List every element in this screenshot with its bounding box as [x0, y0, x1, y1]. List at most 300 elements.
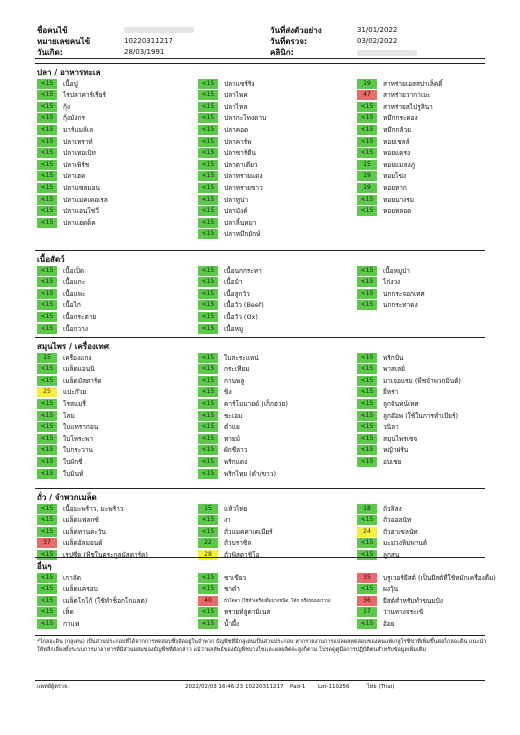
result-row [198, 78, 255, 89]
result-value-badge: <15 [357, 102, 377, 112]
section-divider [35, 488, 485, 489]
allergen-name: ถั่วแมคคาเดเมียร์ [224, 527, 273, 536]
allergen-name: หอยโข่ง [383, 172, 407, 181]
result-row [198, 456, 247, 467]
result-row [198, 300, 264, 311]
result-value-badge: <15 [198, 584, 218, 594]
result-value-badge: <15 [198, 573, 218, 583]
section-title: อื่นๆ [37, 562, 52, 571]
result-row [37, 515, 99, 526]
allergen-name: งา [224, 516, 231, 525]
result-row [37, 78, 78, 89]
result-row [198, 277, 243, 288]
footer-lot: Lot-110256 [318, 684, 350, 690]
result-row [37, 618, 79, 629]
redacted-clinic [357, 50, 417, 56]
result-row [357, 182, 407, 193]
allergen-name: กาแฟ [63, 619, 80, 628]
result-row [37, 572, 81, 583]
allergen-name: เมล็ดมัสตาร์ด [63, 376, 102, 385]
allergen-name: ยีสต์สำหรับทำขนมปัง [383, 596, 443, 605]
result-value-badge: 22 [198, 538, 218, 548]
allergen-name: ถั่วลิสง [383, 504, 402, 513]
result-value-badge: <15 [198, 324, 218, 334]
result-value-badge: 37 [37, 538, 57, 548]
result-row [357, 607, 423, 618]
result-value-badge: <15 [357, 434, 377, 444]
result-row [357, 618, 395, 629]
section-title: ปลา / อาหารทะเล [37, 68, 101, 77]
allergen-name: ปลาลิ้นหมา [224, 218, 257, 227]
result-value-badge: <15 [198, 229, 218, 239]
result-row [198, 90, 248, 101]
allergen-name: ใบสะระแหน่ [224, 353, 259, 362]
result-value-badge: <15 [37, 160, 57, 170]
result-row [37, 595, 147, 606]
result-row [37, 311, 96, 322]
result-value-badge: <15 [37, 504, 57, 514]
result-row [357, 410, 458, 421]
result-value-badge: <15 [198, 113, 218, 123]
result-row [198, 229, 260, 240]
allergen-name: ชะเอม [224, 411, 243, 420]
result-row [198, 171, 263, 182]
result-row [357, 171, 406, 182]
result-value-badge: <15 [37, 218, 57, 228]
allergen-name: ถั่วพิสตาชิโอ [224, 550, 260, 559]
result-row [357, 538, 427, 549]
allergen-name: ใบมินท์ [63, 469, 84, 478]
result-row [198, 352, 259, 363]
result-row [37, 607, 74, 618]
result-row [198, 584, 240, 595]
result-value-badge: <15 [37, 584, 57, 594]
result-row [198, 136, 252, 147]
result-value-badge: <15 [198, 218, 218, 228]
result-row [198, 410, 242, 421]
allergen-name: โสม [63, 411, 75, 420]
result-value-badge: <15 [198, 137, 218, 147]
result-row [198, 515, 231, 526]
allergen-name: นกกระทาดง [383, 301, 418, 310]
divider [35, 58, 485, 59]
result-row [357, 194, 414, 205]
result-value-badge: <15 [37, 312, 57, 322]
allergen-name: พริกไทย (ดำ/ขาว) [224, 469, 277, 478]
result-value-badge: <15 [357, 422, 377, 432]
allergen-name: ปลาแฮดด็ค [63, 218, 96, 227]
result-value-badge: <15 [37, 125, 57, 135]
footer-id: 10220311217 [245, 684, 284, 690]
doctor-label: แพทย์ผู้ตรวจ: [37, 684, 69, 690]
result-row [37, 398, 86, 409]
allergen-name: เนื้อหมูป่า [383, 266, 410, 275]
result-value-badge: 40 [198, 596, 218, 606]
result-row [37, 584, 98, 595]
result-row [198, 549, 260, 560]
result-value-badge: <15 [37, 422, 57, 432]
section-title: เนื้อสัตว์ [37, 255, 65, 264]
allergen-name: เมล็ดแอนนิ [63, 365, 95, 374]
allergen-name: กานพลู [224, 376, 245, 385]
result-row [198, 387, 232, 398]
allergen-name: ลูกอ๊อพ (ใช้ในการทำเบียร์) [383, 411, 459, 420]
result-value-badge: <15 [37, 411, 57, 421]
result-row [37, 182, 100, 193]
result-value-badge: <15 [37, 399, 57, 409]
allergen-name: ปลาซาร์ดีน [224, 149, 256, 158]
allergen-name: ขิง [224, 388, 232, 397]
allergen-name: พริกปั่น [383, 353, 404, 362]
allergen-name: หมึกกล้วย [383, 125, 411, 134]
allergen-name: นกกระจอกเทศ [383, 289, 425, 298]
result-row [357, 78, 442, 89]
result-row [198, 206, 248, 217]
result-value-badge: <15 [198, 376, 218, 386]
result-row [37, 101, 70, 112]
result-value-badge: <15 [357, 550, 377, 560]
hn-label: หมายเลขคนไข้ [37, 37, 91, 46]
result-value-badge: <15 [357, 399, 377, 409]
allergen-name: เมล็ดแครอบ [63, 585, 98, 594]
result-value-badge: <15 [198, 422, 218, 432]
result-value-badge: <15 [37, 573, 57, 583]
result-value-badge: <15 [198, 353, 218, 363]
result-row [357, 352, 403, 363]
result-row [37, 526, 106, 537]
result-value-badge: <15 [198, 102, 218, 112]
result-row [357, 398, 419, 409]
allergen-name: เนื้อวัว (Beef) [224, 301, 264, 310]
footer-pad: Pad-1 [290, 684, 306, 690]
result-row [37, 113, 85, 124]
result-value-badge: <15 [357, 289, 377, 299]
result-value-badge: <15 [198, 619, 218, 629]
result-value-badge: <15 [357, 387, 377, 397]
result-row [37, 148, 96, 159]
result-row [37, 206, 99, 217]
test-value: 03/02/2022 [357, 37, 398, 45]
result-row [198, 445, 247, 456]
result-value-badge: 19 [357, 183, 377, 193]
result-value-badge: <15 [198, 206, 218, 216]
result-row [37, 422, 98, 433]
allergen-name: ปลาไหล [224, 102, 248, 111]
allergen-name: ผักชีลาว [224, 446, 248, 455]
allergen-name: สาหร่ายเอสสปาเล็คติ์ [383, 79, 443, 88]
allergen-name: มาเจอแรม (พืชจำพวกมินต์) [383, 376, 461, 385]
result-value-badge: <15 [198, 300, 218, 310]
result-value-badge: <15 [357, 277, 377, 287]
result-row [37, 159, 89, 170]
result-row [357, 277, 400, 288]
result-value-badge: <15 [198, 266, 218, 276]
allergen-name: เมล็ดโกโก้ (ใช้ทำช็อกโกแลต) [63, 596, 148, 605]
result-value-badge: <15 [37, 515, 57, 525]
result-value-badge: 17 [357, 607, 377, 617]
allergen-name: มะม่วงหิมพานต์ [383, 539, 428, 548]
result-value-badge: <15 [198, 411, 218, 421]
result-value-badge: <15 [357, 300, 377, 310]
result-row [357, 265, 410, 276]
allergen-name: ปลาแซลมอน [63, 183, 100, 192]
allergen-name: ปลาเทราท์ [63, 137, 93, 146]
result-row [357, 90, 431, 101]
result-value-badge: <15 [37, 300, 57, 310]
allergen-name: เมล็ดแฟลกซ์ [63, 516, 99, 525]
allergen-name: ปลาแอนโชวี่ [63, 207, 99, 216]
allergen-name: อ้อย [383, 619, 395, 628]
result-value-badge: <15 [357, 266, 377, 276]
result-value-badge: 19 [357, 171, 377, 181]
result-row [198, 101, 247, 112]
allergen-name: ถั่วบราซิล [224, 539, 252, 548]
allergen-name: แห้วไทย [224, 504, 248, 513]
result-row [198, 468, 276, 479]
result-row [198, 595, 331, 606]
result-value-badge: <15 [198, 364, 218, 374]
result-value-badge: <15 [37, 469, 57, 479]
result-value-badge: <15 [198, 312, 218, 322]
allergen-name: วนิลา [383, 423, 399, 432]
result-value-badge: 15 [37, 353, 57, 363]
result-value-badge: <15 [37, 113, 57, 123]
allergen-name: เนื้อแกะ [63, 278, 86, 287]
result-row [37, 387, 86, 398]
sent-label: วันที่ส่งตัวอย่าง [270, 26, 322, 35]
result-value-badge: <15 [198, 195, 218, 205]
result-value-badge: <15 [37, 148, 57, 158]
result-value-badge: <15 [198, 607, 218, 617]
section-divider [35, 337, 485, 338]
allergen-name: ปลาคอด [224, 125, 249, 134]
allergen-name: เนื้อมะพร้าว, มะพร้าว [63, 504, 124, 513]
result-row [37, 194, 108, 205]
result-row [357, 300, 418, 311]
result-row [357, 364, 405, 375]
allergen-name: เนื้อกวาง [63, 324, 88, 333]
allergen-name: ปลาคาร์พ [224, 137, 252, 146]
allergen-name: ชาดำ [224, 585, 240, 594]
result-row [198, 113, 266, 124]
allergen-name: เห็ด [63, 608, 74, 617]
result-row [37, 456, 82, 467]
allergen-name: ปลาเทอเบิท [63, 149, 96, 158]
result-row [357, 572, 496, 583]
result-value-badge: 28 [198, 550, 218, 560]
result-value-badge: <15 [198, 527, 218, 537]
allergen-name: ทายม์ [224, 434, 241, 443]
result-value-badge: <15 [198, 171, 218, 181]
result-value-badge: 18 [357, 504, 377, 514]
name-label: ชื่อคนไข้ [37, 26, 68, 35]
sent-value: 31/01/2022 [357, 26, 398, 34]
allergen-name: ปลาทูน่า [224, 195, 249, 204]
result-value-badge: <15 [357, 457, 377, 467]
result-row [198, 433, 240, 444]
result-value-badge: <15 [198, 387, 218, 397]
result-value-badge: <15 [198, 79, 218, 89]
result-value-badge: <15 [37, 90, 57, 100]
result-row [37, 410, 75, 421]
result-row [357, 445, 408, 456]
result-row [37, 171, 85, 182]
result-value-badge: <15 [198, 469, 218, 479]
allergen-name: เนื้อแพะ [63, 289, 86, 298]
allergen-name: พริกแดง [224, 457, 248, 466]
allergen-name: มาร์แมล์เล [63, 125, 94, 134]
allergen-name: เครื่องแกง [63, 353, 92, 362]
result-value-badge: <15 [198, 434, 218, 444]
result-row [357, 113, 418, 124]
allergen-name: ปลามังค์ [224, 207, 248, 216]
result-row [198, 503, 248, 514]
result-row [37, 538, 102, 549]
result-row [198, 217, 256, 228]
allergen-name: ไรปลาคาร์เรียร์ [63, 91, 107, 100]
result-value-badge: <15 [198, 515, 218, 525]
allergen-name: ปลาเฮค [63, 172, 86, 181]
section-title: ถั่ว / จำพวกเมล็ด [37, 493, 97, 502]
result-row [198, 323, 243, 334]
allergen-name: ว่านหางจระเข้ [383, 608, 424, 617]
allergen-name: สาหร่ายวากาเมะ [383, 91, 431, 100]
result-row [37, 375, 102, 386]
result-row [198, 311, 258, 322]
result-value-badge: 15 [198, 504, 218, 514]
result-value-badge: <15 [37, 376, 57, 386]
dob-label: วันเกิด: [37, 48, 63, 57]
allergen-name: ลูกจันทน์เทศ [383, 399, 419, 408]
result-row [37, 136, 93, 147]
allergen-name: หอยทาก [383, 183, 407, 192]
footnote: *ไกลอะดิน (กลูเตน) เป็นส่วนประกอบที่ได้จากการทดสอบซึ่งจัดอยู่ในจำพวก ธัญพืชที่มีกลูเตนเป็นส่วนประกอบ หากรายงานการแปลผลทดสอบของคนแพ้เกลูโรชีขาทีเพิ่มขึ้นต่อไกลอะดิน แนะนำให้หลีกเลี่ยงทั้งระบบการมาอาหารที่มีส่วนผสมของธัญพืชที่ดังกล่าว แม้ว่าผลลัพธ์ของธัญพืชบางไชเเละผลผลิตจะสูงก็ตาม โปรดดูคู่มือการปฏิบัติตนสำหรับข้อมูลเพิ่มเติม [37, 639, 487, 653]
result-value-badge: <15 [37, 445, 57, 455]
allergen-name: ปลาแมคเคอเรล [63, 195, 108, 204]
allergen-name: กุ้งมังกร [63, 114, 85, 123]
result-value-badge: <15 [37, 434, 57, 444]
result-row [357, 101, 433, 112]
result-value-badge: <15 [198, 289, 218, 299]
section-divider [35, 63, 485, 64]
result-row [198, 148, 256, 159]
result-row [198, 618, 239, 629]
section-title: สมุนไพร / เครื่องเทศ [37, 342, 109, 351]
result-value-badge: 15 [357, 160, 377, 170]
result-row [357, 148, 410, 159]
result-row [198, 375, 244, 386]
result-value-badge: <15 [198, 399, 218, 409]
allergen-name: ปลากะโทงดาบ [224, 114, 267, 123]
result-row [357, 584, 398, 595]
result-row [357, 387, 398, 398]
result-value-badge: <15 [37, 277, 57, 287]
result-row [198, 538, 251, 549]
result-value-badge: <15 [37, 364, 57, 374]
footer-language: ไทย (Thai) [367, 684, 395, 690]
allergen-name: หญ้าฝรั่น [383, 446, 409, 455]
result-value-badge: <15 [357, 137, 377, 147]
result-row [37, 468, 83, 479]
test-label: วันที่ตรวจ: [270, 37, 308, 46]
result-value-badge: <15 [357, 353, 377, 363]
allergen-name: ทรายท์ลูตามิเนส [224, 608, 271, 617]
result-value-badge: <15 [357, 125, 377, 135]
section-divider [35, 250, 485, 251]
allergen-name: หอยแครง [383, 149, 411, 158]
result-value-badge: 35 [357, 573, 377, 583]
result-row [357, 526, 418, 537]
result-row [357, 288, 425, 299]
result-row [37, 300, 81, 311]
result-row [357, 124, 411, 135]
allergen-name: เมล็ดทานตะวัน [63, 527, 106, 536]
allergen-name: โรสแมรี่ [63, 399, 86, 408]
footer-datetime: 2022/02/03 16:46:23 [185, 684, 244, 690]
result-value-badge: <15 [37, 171, 57, 181]
allergen-name: ลูกสน [383, 550, 400, 559]
allergen-name: ใบแทรากอน [63, 423, 99, 432]
result-row [198, 159, 258, 170]
allergen-name: ถั่วออลนัท [383, 516, 412, 525]
result-value-badge: <15 [37, 289, 57, 299]
result-row [198, 288, 250, 299]
result-row [357, 375, 461, 386]
allergen-name: สมุนไพรเซจ [383, 434, 418, 443]
result-value-badge: 36 [357, 596, 377, 606]
divider [35, 635, 485, 636]
allergen-name: คาร์โมมายด์ (เก็กฮวย) [224, 399, 288, 408]
allergen-name: ใบผักชี [63, 457, 83, 466]
result-row [37, 217, 96, 228]
result-value-badge: <15 [357, 206, 377, 216]
result-value-badge: <15 [37, 550, 57, 560]
result-value-badge: <15 [37, 457, 57, 467]
allergen-name: หอยนางรม [383, 195, 415, 204]
result-value-badge: <15 [357, 364, 377, 374]
result-value-badge: <15 [357, 445, 377, 455]
result-value-badge: <15 [37, 79, 57, 89]
result-value-badge: <15 [37, 102, 57, 112]
result-row [37, 288, 86, 299]
result-value-badge: <15 [198, 148, 218, 158]
result-row [198, 422, 240, 433]
result-row [357, 206, 411, 217]
allergen-name: กุ้ง [63, 102, 71, 111]
allergen-name: เนื้อลูกวัว [224, 289, 250, 298]
allergen-name: ตำแย [224, 423, 240, 432]
allergen-name: เนื้อวัว (Ox) [224, 312, 258, 321]
result-value-badge: <15 [357, 619, 377, 629]
allergen-name: พาสเล่ย์ [383, 365, 405, 374]
allergen-name: น้ำผึ้ง [224, 619, 240, 628]
allergen-name: หอยเชลล์ [383, 137, 410, 146]
allergen-name: หอยหลอด [383, 207, 412, 216]
result-row [198, 194, 248, 205]
allergen-name: ยี่หร่า [383, 388, 399, 397]
allergen-name: สาหร่ายสไปรูลินา [383, 102, 433, 111]
result-value-badge: <15 [357, 148, 377, 158]
result-value-badge: <15 [198, 183, 218, 193]
result-row [37, 433, 93, 444]
result-row [198, 124, 248, 135]
allergen-name: เนื้อเป็ด [63, 266, 85, 275]
result-row [37, 503, 123, 514]
clinic-label: คลินิก: [270, 48, 294, 57]
result-row [357, 433, 417, 444]
result-value-badge: 25 [37, 387, 57, 397]
result-row [357, 549, 399, 560]
